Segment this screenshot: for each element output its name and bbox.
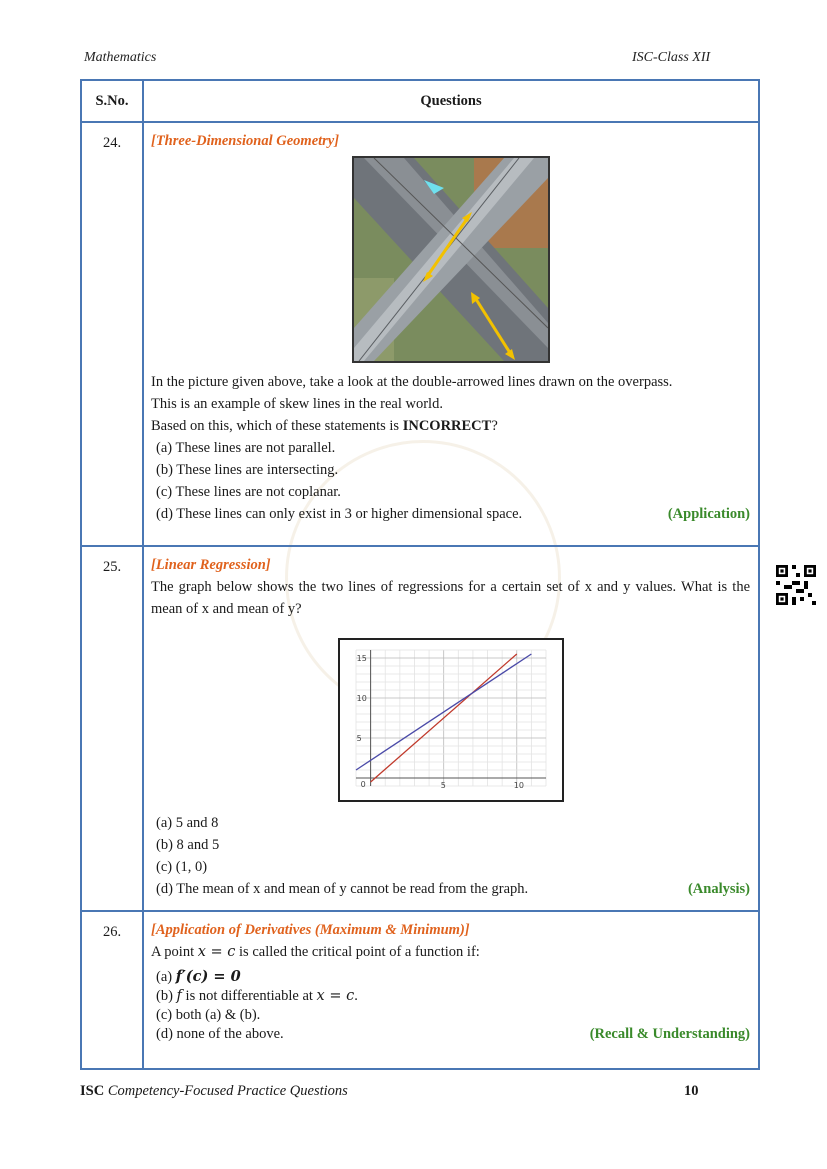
option-c: (c) both (a) & (b). bbox=[156, 1007, 261, 1023]
text-part: A point bbox=[151, 944, 198, 960]
prompt-emphasis: INCORRECT bbox=[402, 418, 492, 434]
option-c: (c) (1, 0) bbox=[156, 859, 208, 875]
option-b bbox=[151, 987, 750, 1006]
question-prompt bbox=[151, 415, 750, 437]
option-d-text: (d) These lines can only exist in 3 or higher dimensional space. bbox=[156, 506, 523, 522]
option-a: (a) These lines are not parallel. bbox=[156, 440, 336, 456]
footer-prefix: ISC bbox=[80, 1083, 105, 1099]
option-a: (a) 5 and 8 bbox=[156, 815, 219, 831]
questions-header: Questions bbox=[143, 80, 759, 122]
table-header-row bbox=[81, 80, 759, 122]
option-d bbox=[151, 503, 750, 525]
footer-title bbox=[80, 1083, 348, 1100]
header-subject: Mathematics bbox=[84, 50, 157, 65]
option-c: (c) These lines are not coplanar. bbox=[156, 484, 341, 500]
question-text-line: This is an example of skew lines in the real world. bbox=[151, 396, 443, 412]
option-d bbox=[151, 878, 750, 900]
overpass-photo bbox=[352, 156, 550, 363]
option-b: (b) 8 and 5 bbox=[156, 837, 220, 853]
regression-chart bbox=[340, 640, 562, 800]
option-b: (b) These lines are intersecting. bbox=[156, 462, 339, 478]
question-level: (Analysis) bbox=[687, 881, 750, 897]
question-number: 24. bbox=[81, 122, 143, 546]
option-d-text: (d) none of the above. bbox=[156, 1026, 284, 1042]
math-expression: f′(c) = 0 bbox=[175, 968, 241, 985]
option-label: (b) bbox=[156, 988, 177, 1004]
x-tick-label: 5 bbox=[440, 781, 446, 790]
prompt-end: ? bbox=[491, 418, 498, 434]
question-text bbox=[151, 941, 750, 963]
question-number: 26. bbox=[81, 911, 143, 1069]
y-tick-label: 15 bbox=[356, 654, 367, 663]
question-level: (Application) bbox=[667, 506, 750, 522]
prompt-text: Based on this, which of these statements is bbox=[151, 418, 403, 434]
math-expression: x = c bbox=[197, 944, 236, 960]
option-a bbox=[151, 967, 750, 987]
question-topic: [Three-Dimensional Geometry] bbox=[151, 133, 340, 149]
option-d-text: (d) The mean of x and mean of y cannot be read from the graph. bbox=[156, 881, 529, 897]
question-level: (Recall & Understanding) bbox=[589, 1026, 750, 1042]
question-row-26 bbox=[81, 911, 759, 1069]
text-part: is called the critical point of a function if: bbox=[235, 944, 480, 960]
qr-code-icon[interactable] bbox=[776, 565, 816, 605]
regression-graph bbox=[338, 638, 564, 802]
x-tick-label: 10 bbox=[513, 781, 524, 790]
question-text-line: In the picture given above, take a look at the double-arrowed lines drawn on the overpass. bbox=[151, 374, 673, 390]
question-topic: [Application of Derivatives (Maximum & Minimum)] bbox=[151, 922, 470, 938]
header-class: ISC-Class XII bbox=[632, 50, 711, 65]
option-text: . bbox=[354, 988, 358, 1004]
questions-table bbox=[80, 79, 760, 1070]
question-row-24 bbox=[81, 122, 759, 546]
question-body bbox=[143, 546, 759, 911]
option-label: (a) bbox=[156, 969, 176, 985]
footer-subtitle: Competency-Focused Practice Questions bbox=[104, 1083, 348, 1099]
question-topic: [Linear Regression] bbox=[151, 557, 271, 573]
option-d bbox=[151, 1025, 750, 1044]
y-tick-label: 10 bbox=[356, 694, 367, 703]
origin-label: 0 bbox=[360, 780, 366, 789]
question-row-25 bbox=[81, 546, 759, 911]
math-expression: f bbox=[176, 988, 182, 1004]
question-body bbox=[143, 911, 759, 1069]
math-expression: x = c bbox=[316, 988, 355, 1004]
option-text: is not differentiable at bbox=[181, 988, 317, 1004]
question-body bbox=[143, 122, 759, 546]
overpass-illustration bbox=[354, 158, 548, 361]
y-tick-label: 5 bbox=[356, 734, 362, 743]
question-text: The graph below shows the two lines of regressions for a certain set of x and y values. What is the mean of x and mean of y? bbox=[151, 579, 750, 617]
sno-header: S.No. bbox=[81, 80, 143, 122]
question-number: 25. bbox=[81, 546, 143, 911]
page-number: 10 bbox=[684, 1083, 699, 1099]
